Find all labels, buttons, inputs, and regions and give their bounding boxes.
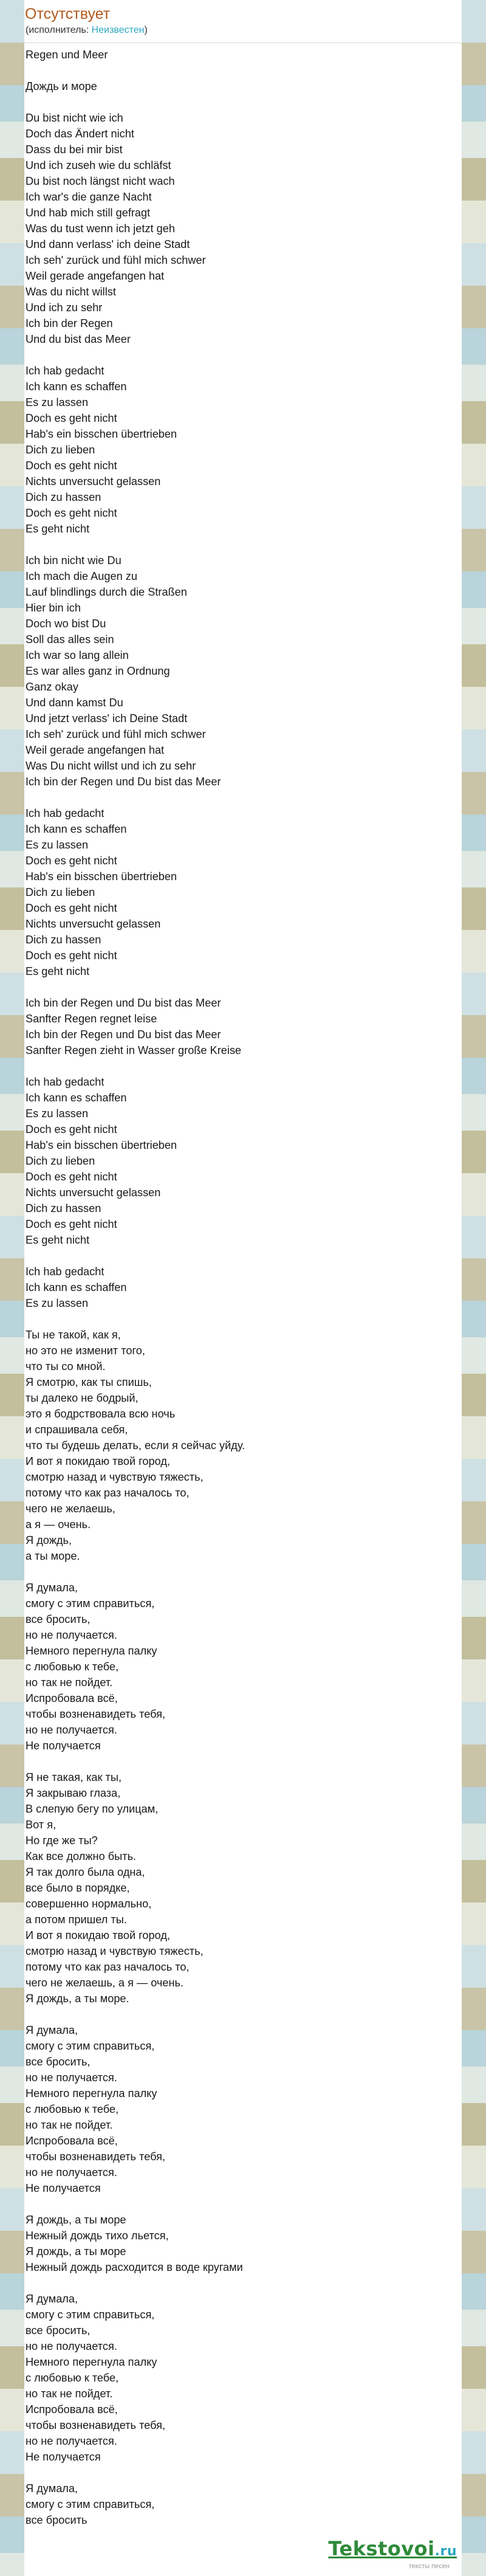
lyric-line: смогу с этим справиться, [26, 2309, 155, 2321]
lyric-line: но не получается. [26, 2071, 117, 2084]
stanza-gap [26, 1248, 462, 1264]
site-footer [310, 2533, 462, 2576]
lyric-line: Lauf blindlings durch die Straßen [26, 586, 187, 598]
lyric-line: все бросить, [26, 2324, 91, 2337]
lyric-line: Regen und Meer [26, 49, 108, 61]
lyric-line: Я дождь, а ты море [26, 2245, 126, 2257]
lyric-line: Я дождь, [26, 1534, 72, 1546]
lyric-line: Es zu lassen [26, 396, 89, 408]
lyric-line: а я — очень. [26, 1518, 91, 1531]
artist-suffix: ) [144, 25, 148, 35]
lyric-line: смогу с этим справиться, [26, 1597, 155, 1610]
lyric-line: Ich bin nicht wie Du [26, 554, 122, 567]
lyric-line: Es geht nicht [26, 1234, 90, 1246]
lyric-line: Doch es geht nicht [26, 412, 117, 424]
lyric-line: Doch es geht nicht [26, 507, 117, 519]
lyric-line: ты далеко не бодрый, [26, 1392, 139, 1404]
lyric-line: И вот я покидаю твой город, [26, 1929, 171, 1941]
lyric-line: Немного перегнула палку [26, 2356, 157, 2368]
lyric-line: Doch es geht nicht [26, 1123, 117, 1135]
lyric-line: Was Du nicht willst und ich zu sehr [26, 760, 196, 772]
stanza-gap [26, 1754, 462, 1769]
lyric-line: Ich bin der Regen und Du bist das Meer [26, 776, 221, 788]
lyric-line: Ich kann es schaffen [26, 823, 127, 835]
lyric-line: смогу с этим справиться, [26, 2498, 155, 2510]
lyric-line: но это не изменит того, [26, 1345, 145, 1357]
lyric-line: Doch es geht nicht [26, 855, 117, 867]
lyric-line: все было в порядке, [26, 1882, 130, 1894]
lyric-line: Und dann verlass' ich deine Stadt [26, 238, 190, 250]
lyric-line: Und jetzt verlass' ich Deine Stadt [26, 712, 188, 725]
lyric-line: Я закрываю глаза, [26, 1787, 121, 1799]
logo-main: Tekstovoi [328, 2537, 435, 2560]
lyric-line: Я смотрю, как ты спишь, [26, 1376, 152, 1388]
lyric-line: Ich hab gedacht [26, 807, 104, 819]
lyric-line: с любовью к тебе, [26, 1661, 119, 1673]
lyric-line: Ich seh' zurück und fühl mich schwer [26, 728, 206, 740]
lyric-line: Немного перегнула палку [26, 1645, 157, 1657]
lyric-line: что ты будешь делать, если я сейчас уйду. [26, 1439, 245, 1452]
lyric-line: но так не пойдет. [26, 1676, 113, 1689]
lyric-line: Ich bin der Regen und Du bist das Meer [26, 997, 221, 1009]
lyric-line: Doch es geht nicht [26, 1218, 117, 1230]
lyric-line: Und hab mich still gefragt [26, 207, 151, 219]
lyric-line: Нежный дождь тихо льется, [26, 2230, 169, 2242]
lyric-line: Doch es geht nicht [26, 949, 117, 962]
lyric-line: Es zu lassen [26, 1107, 89, 1120]
lyric-line: Doch wo bist Du [26, 618, 106, 630]
stanza-gap [26, 1564, 462, 1580]
lyric-line: И вот я покидаю твой город, [26, 1455, 171, 1467]
lyric-line: Dich zu hassen [26, 1202, 101, 1214]
stanza-gap [26, 979, 462, 995]
lyric-line: чтобы возненавидеть тебя, [26, 1708, 166, 1720]
stanza-gap [26, 94, 462, 110]
lyric-line: но не получается. [26, 2435, 117, 2447]
stanza-gap [26, 63, 462, 78]
song-title: Отсутствует [25, 5, 111, 22]
artist-link[interactable]: Неизвестен [91, 25, 145, 35]
stanza-gap [26, 1058, 462, 1074]
lyric-line: Es zu lassen [26, 839, 89, 851]
lyric-line: Nichts unversucht gelassen [26, 475, 161, 487]
lyric-line: Es war alles ganz in Ordnung [26, 665, 170, 677]
lyric-line: Weil gerade angefangen hat [26, 744, 165, 756]
lyric-line: смотрю назад и чувствую тяжесть, [26, 1471, 204, 1483]
site-logo[interactable] [328, 2537, 457, 2560]
lyric-line: Ich kann es schaffen [26, 1281, 127, 1293]
lyric-line: Hab's ein bisschen übertrieben [26, 1139, 177, 1151]
lyric-line: Dich zu lieben [26, 444, 95, 456]
artist-line [24, 24, 462, 36]
lyric-line: Не получается [26, 1740, 101, 1752]
lyric-line: Ich kann es schaffen [26, 1092, 127, 1104]
lyric-line: Du bist noch längst nicht wach [26, 175, 175, 187]
lyric-line: Не получается [26, 2182, 101, 2194]
stanza-gap [26, 790, 462, 805]
lyric-line: Nichts unversucht gelassen [26, 918, 161, 930]
lyric-line: потому что как раз началось то, [26, 1487, 190, 1499]
lyric-line: Was du nicht willst [26, 286, 116, 298]
lyric-line: Я дождь, а ты море. [26, 1992, 129, 2005]
lyric-line: а ты море. [26, 1550, 80, 1562]
lyric-line: Не получается [26, 2451, 101, 2463]
lyric-line: Doch es geht nicht [26, 1171, 117, 1183]
lyric-line: Du bist nicht wie ich [26, 112, 123, 124]
lyric-line: Я думала, [26, 2482, 78, 2495]
lyric-line: Und du bist das Meer [26, 333, 131, 345]
lyric-line: Und dann kamst Du [26, 697, 123, 709]
lyric-line: Я думала, [26, 1582, 78, 1594]
lyrics-body [24, 43, 462, 2528]
lyric-line: Но где же ты? [26, 1834, 98, 1847]
lyric-line: Dich zu hassen [26, 491, 101, 503]
stanza-gap [26, 2275, 462, 2291]
lyric-line: Es geht nicht [26, 523, 90, 535]
lyric-line: Soll das alles sein [26, 633, 114, 646]
lyric-line: Nichts unversucht gelassen [26, 1186, 161, 1199]
lyric-line: Немного перегнула палку [26, 2087, 157, 2099]
lyric-line: Ich hab gedacht [26, 1076, 104, 1088]
logo-suffix: .ru [434, 2544, 457, 2559]
lyric-line: Я так долго была одна, [26, 1866, 145, 1878]
lyric-line: но не получается. [26, 2166, 117, 2178]
lyric-line: чего не желаешь, а я — очень. [26, 1977, 184, 1989]
lyric-line: Ich seh' zurück und fühl mich schwer [26, 254, 206, 266]
lyric-line: Doch es geht nicht [26, 460, 117, 472]
lyric-line: Ich mach die Augen zu [26, 570, 138, 582]
lyric-line: все бросить, [26, 2056, 91, 2068]
lyric-line: Ich bin der Regen [26, 317, 113, 329]
lyric-line: Sanfter Regen zieht in Wasser große Kreise [26, 1044, 242, 1056]
lyric-line: но не получается. [26, 1629, 117, 1641]
lyric-line: с любовью к тебе, [26, 2372, 119, 2384]
lyric-line: Как все должно быть. [26, 1850, 137, 1862]
lyric-line: чего не желаешь, [26, 1503, 115, 1515]
lyric-line: совершенно нормально, [26, 1898, 152, 1910]
lyric-line: Дождь и море [26, 80, 97, 92]
lyric-line: Испробовала всё, [26, 2135, 118, 2147]
lyric-line: и спрашивала себя, [26, 1424, 128, 1436]
lyric-line: Нежный дождь расходится в воде кругами [26, 2261, 243, 2273]
lyric-line: Es zu lassen [26, 1297, 89, 1309]
logo-tagline: тексты песен [408, 2563, 450, 2570]
stanza-gap [26, 2006, 462, 2022]
lyric-line: Ich kann es schaffen [26, 381, 127, 393]
lyric-line: потому что как раз началось то, [26, 1961, 190, 1973]
lyric-line: смогу с этим справиться, [26, 2040, 155, 2052]
lyric-line: Я дождь, а ты море [26, 2214, 126, 2226]
lyric-line: Dich zu hassen [26, 934, 101, 946]
lyric-line: но не получается. [26, 1724, 117, 1736]
lyric-line: все бросить, [26, 1613, 91, 1625]
lyric-line: все бросить [26, 2514, 87, 2526]
lyric-line: Ganz okay [26, 681, 78, 693]
lyric-line: Sanfter Regen regnet leise [26, 1013, 157, 1025]
lyric-line: Ich war's die ganze Nacht [26, 191, 152, 203]
lyric-line: Ich hab gedacht [26, 1266, 104, 1278]
lyric-line: Dich zu lieben [26, 1155, 95, 1167]
lyric-line: Ich war so lang allein [26, 649, 129, 661]
page-content [24, 0, 462, 2576]
lyric-line: чтобы возненавидеть тебя, [26, 2151, 166, 2163]
lyric-line: но так не пойдет. [26, 2388, 113, 2400]
lyric-line: Weil gerade angefangen hat [26, 270, 165, 282]
lyric-line: Doch es geht nicht [26, 902, 117, 914]
lyric-line: Испробовала всё, [26, 1692, 118, 1704]
lyric-line: Hab's ein bisschen übertrieben [26, 870, 177, 883]
lyric-line: Und ich zu sehr [26, 301, 103, 314]
lyric-line: Ich hab gedacht [26, 365, 104, 377]
lyric-line: Es geht nicht [26, 965, 90, 977]
lyric-line: Dich zu lieben [26, 886, 95, 898]
lyric-line: это я бодрствовала всю ночь [26, 1408, 176, 1420]
lyric-line: Я не такая, как ты, [26, 1771, 122, 1783]
lyric-line: но не получается. [26, 2340, 117, 2352]
lyric-line: что ты со мной. [26, 1360, 106, 1372]
lyric-line: Dass du bei mir bist [26, 143, 123, 156]
lyric-line: чтобы возненавидеть тебя, [26, 2419, 166, 2431]
stanza-gap [26, 1311, 462, 1327]
stanza-gap [26, 347, 462, 363]
lyric-line: смотрю назад и чувствую тяжесть, [26, 1945, 204, 1957]
lyric-line: Doch das Ändert nicht [26, 128, 134, 140]
stanza-gap [26, 537, 462, 553]
lyric-line: Испробовала всё, [26, 2403, 118, 2416]
lyric-line: Ты не такой, как я, [26, 1329, 121, 1341]
song-header [24, 0, 462, 36]
stanza-gap [26, 2196, 462, 2212]
artist-prefix: (исполнитель: [26, 25, 92, 35]
lyric-line: с любовью к тебе, [26, 2103, 119, 2115]
lyric-line: но так не пойдет. [26, 2119, 113, 2131]
lyric-line: Und ich zuseh wie du schläfst [26, 159, 171, 171]
lyric-line: В слепую бегу по улицам, [26, 1803, 159, 1815]
lyric-line: Вот я, [26, 1819, 56, 1831]
lyric-line: Was du tust wenn ich jetzt geh [26, 222, 175, 235]
lyric-line: Я думала, [26, 2024, 78, 2036]
lyric-line: а потом пришел ты. [26, 1913, 127, 1926]
lyric-line: Я думала, [26, 2293, 78, 2305]
stanza-gap [26, 2465, 462, 2481]
lyric-line: Hab's ein bisschen übertrieben [26, 428, 177, 440]
lyric-line: Ich bin der Regen und Du bist das Meer [26, 1028, 221, 1041]
lyric-line: Hier bin ich [26, 602, 81, 614]
